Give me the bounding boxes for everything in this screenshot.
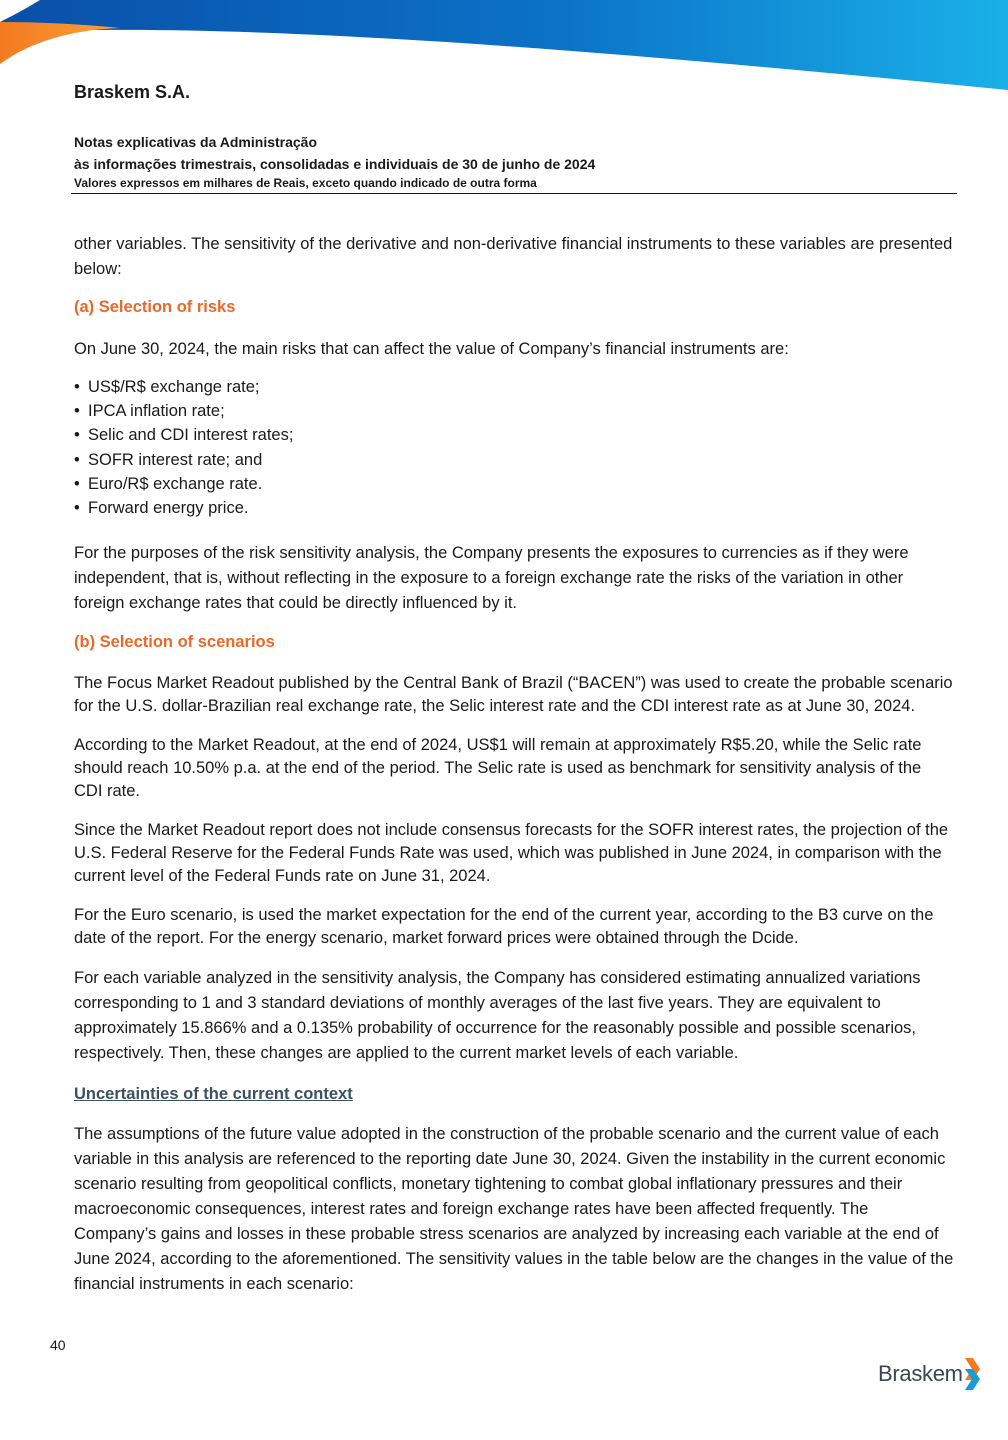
section-a-title: (a) Selection of risks bbox=[74, 298, 236, 316]
page-number: 40 bbox=[50, 1337, 66, 1353]
bullet-icon: • bbox=[74, 402, 80, 421]
braskem-logo bbox=[878, 1356, 981, 1392]
header-title-line2: às informações trimestrais, consolidadas e individuais de 30 de junho de 2024 bbox=[74, 156, 596, 172]
bullet-icon: • bbox=[74, 378, 80, 396]
scenario-paragraph-1: The Focus Market Readout published by the Central Bank of Brazil (“BACEN”) was used to create the probable scenario for the U.S. dollar-Brazilian real exchange rate, the Selic interest rate and the CDI interest rate as at June 30, 2024. bbox=[74, 673, 953, 715]
risks-intro: On June 30, 2024, the main risks that can affect the value of Company’s financial instruments are: bbox=[74, 339, 789, 358]
logo-text: Braskem bbox=[878, 1361, 963, 1386]
bullet-icon: • bbox=[74, 426, 80, 445]
header-title-line1: Notas explicativas da Administração bbox=[74, 134, 318, 150]
list-item: • Selic and CDI interest rates; bbox=[74, 423, 954, 447]
document-header bbox=[74, 80, 190, 104]
header-subtitle: Valores expressos em milhares de Reais, exceto quando indicado de outra forma bbox=[74, 176, 537, 190]
bullet-icon: • bbox=[74, 450, 80, 469]
list-item: • IPCA inflation rate; bbox=[74, 399, 954, 423]
section-b-title: (b) Selection of scenarios bbox=[74, 633, 275, 652]
bullet-icon: • bbox=[74, 499, 80, 518]
list-item: • SOFR interest rate; and bbox=[74, 448, 954, 472]
uncertainties-title: Uncertainties of the current context bbox=[74, 1084, 353, 1103]
scenario-paragraph-3: Since the Market Readout report does not include consensus forecasts for the SOFR interest rates, the projection of the U.S. Federal Reserve for the Federal Funds Rate was used, which was published in June 2024, in comparison with the current level of the Federal Funds rate on June 31, 2024. bbox=[74, 820, 949, 885]
list-item: • Forward energy price. bbox=[74, 496, 954, 520]
risks-list bbox=[74, 375, 954, 520]
bullet-icon: • bbox=[74, 474, 80, 493]
risks-note: For the purposes of the risk sensitivity analysis, the Company presents the exposures to currencies as if they were independent, that is, without reflecting in the exposure to a foreign exchange rate the risks of the variation in other foreign exchange rates that could be directly influenced by it. bbox=[74, 544, 909, 613]
logo-mark-icon bbox=[963, 1357, 981, 1391]
document-body bbox=[74, 232, 954, 1297]
list-item: • Euro/R$ exchange rate. bbox=[74, 472, 954, 496]
scenario-paragraph-5: For each variable analyzed in the sensitivity analysis, the Company has considered estimating annualized variations corresponding to 1 and 3 standard deviations of monthly averages of the last five years. They are equivalent to approximately 15.866% and a 0.135% probability of occurrence for the reasonably possible and possible scenarios, respectively. Then, these changes are applied to the current market levels of each variable. bbox=[74, 968, 921, 1062]
scenario-paragraph-2: According to the Market Readout, at the end of 2024, US$1 will remain at approximately R$5.20, while the Selic rate should reach 10.50% p.a. at the end of the period. The Selic rate is used as benchmark for sensitivity analysis of the CDI rate. bbox=[74, 735, 922, 800]
intro-paragraph: other variables. The sensitivity of the derivative and non-derivative financial instruments to these variables are presented below: bbox=[74, 235, 953, 278]
document-subheader bbox=[74, 131, 595, 191]
company-name: Braskem S.A. bbox=[74, 82, 191, 102]
uncertainties-paragraph: The assumptions of the future value adopted in the construction of the probable scenario and the current value of each variable in this analysis are referenced to the reporting date June 30, 2024. Given the instability in the current economic scenario resulting from geopolitical conflicts, monetary tightening to combat global inflationary pressures and their macroeconomic consequences, interest rates and foreign exchange rates have been affected frequently. The Company’s gains and losses in these probable stress scenarios are analyzed by increasing each variable at the end of June 2024, according to the aforementioned. The sensitivity values in the table below are the changes in the value of the financial instruments in each scenario: bbox=[74, 1125, 954, 1294]
list-item: • US$/R$ exchange rate; bbox=[74, 375, 954, 399]
header-divider bbox=[71, 193, 957, 194]
scenario-paragraph-4: For the Euro scenario, is used the market expectation for the end of the current year, according to the B3 curve on the date of the report. For the energy scenario, market forward prices were obtained through the Dcide. bbox=[74, 905, 934, 947]
